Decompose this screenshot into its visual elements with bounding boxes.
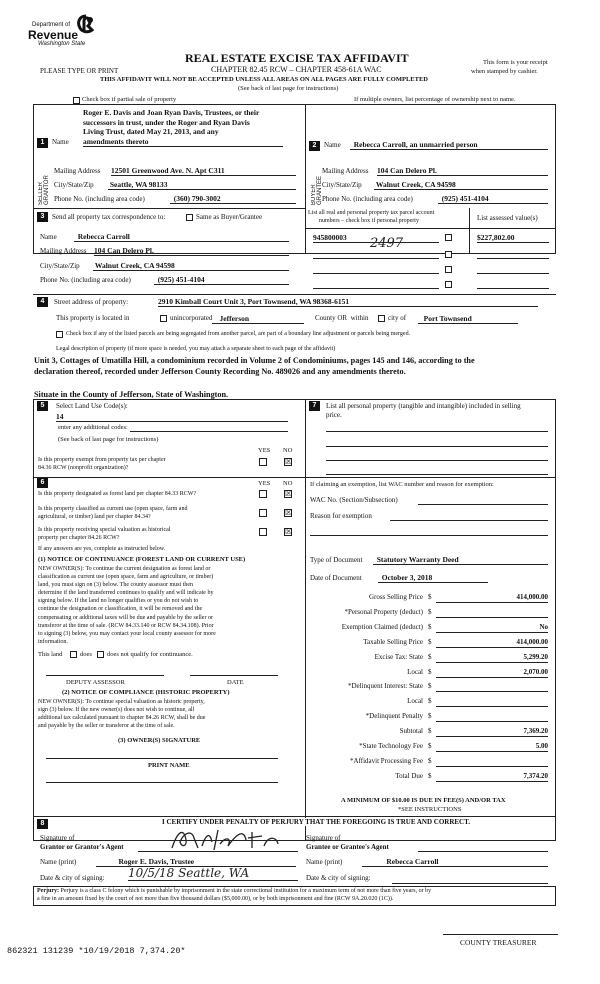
receipt-note: This form is your receipt — [483, 59, 548, 66]
grantor-name-label: Name (print) — [40, 858, 77, 866]
completion-warning: THIS AFFIDAVIT WILL NOT BE ACCEPTED UNLESS ALL AREAS ON ALL PAGES ARE FULLY COMPLETED — [100, 76, 428, 83]
continuance-line: information. — [38, 638, 68, 645]
section-4-badge: 4 — [37, 297, 48, 307]
correspondence-label: Send all property tax correspondence to: — [52, 213, 166, 221]
exemption-label: If claiming an exemption, list WAC number and reason for exemption: — [310, 481, 494, 488]
seller-name-label: Name — [52, 138, 69, 146]
land-does-not-label: does not qualify for continuance. — [107, 651, 193, 658]
perjury-text-2: a fine in an amount fixed by the court of not more than five thousand dollars ($5,000.00), or by both imprisonment and fine (RCW 9A.20.020 (1C)). — [37, 896, 394, 902]
parcel-checkbox-3[interactable] — [445, 266, 452, 273]
tax-row-dollar: $ — [428, 756, 432, 765]
legal-description-label: Legal description of property (if more space is needed, you may attach a separate sheet to each page of the affidavit) — [56, 346, 336, 352]
corr-name-label: Name — [40, 233, 57, 241]
partial-sale-label: Check box if partial sale of property — [82, 96, 177, 103]
same-as-buyer-label: Same as Buyer/Grantee — [196, 213, 263, 221]
parcel-number: 945800003 — [313, 233, 439, 243]
forest-yes-checkbox[interactable] — [259, 490, 267, 498]
boundary-label: Check box if any of the listed parcels are being segregated from another parcel, are part of a boundary line adjustment or parcels being merged. — [66, 331, 411, 337]
see-instructions-note: *SEE INSTRUCTIONS — [398, 806, 462, 813]
continuance-line: signing below. If the land no longer qualifies or you do not wish to — [38, 598, 199, 605]
tax-row-value: 2,070.00 — [436, 668, 548, 678]
parcels-header-2: numbers – check box if personal property — [319, 218, 419, 224]
current-use-yes-checkbox[interactable] — [259, 509, 267, 517]
form-title: REAL ESTATE EXCISE TAX AFFIDAVIT — [185, 51, 409, 65]
historic-text-line: sign (3) below. If the new owner(s) does not wish to continue, all — [38, 707, 195, 713]
grantee-sig-label: Signature of — [306, 834, 341, 842]
minimum-fee-note: A MINIMUM OF $10.00 IS DUE IN FEE(S) AND/OR TAX — [341, 797, 506, 804]
tax-row-dollar: $ — [428, 652, 432, 661]
current-use-line: Is this property classified as current use (open space, farm and — [38, 506, 188, 512]
historic-line: Is this property receiving special valuation as historical — [38, 527, 171, 533]
buyer-address: 104 Can Delero Pl. — [377, 166, 548, 176]
parcel-personal-checkbox[interactable] — [445, 234, 452, 241]
situate-text: Situate in the County of Jefferson, State of Washington. — [34, 390, 229, 399]
tax-row-dollar: $ — [428, 622, 432, 631]
tax-row-value — [436, 697, 548, 707]
tax-row-value — [436, 757, 548, 767]
buyer-name: Rebecca Carroll, an unmarried person — [350, 140, 548, 150]
certify-statement: I CERTIFY UNDER PENALTY OF PERJURY THAT THE FOREGOING IS TRUE AND CORRECT. — [162, 818, 471, 826]
tax-row-label: *Delinquent Interest: State — [347, 682, 423, 691]
continuance-title: (1) NOTICE OF CONTINUANCE (FOREST LAND OR CURRENT USE) — [38, 556, 246, 563]
current-use-no-checkbox[interactable]: ☒ — [285, 508, 293, 517]
seller-city: Seattle, WA 98133 — [108, 180, 296, 190]
tax-row-value: 5,299.20 — [436, 653, 548, 663]
corr-address: 104 Can Delero Pl. — [94, 246, 289, 256]
seller-name-block — [83, 108, 259, 137]
tax-row-value — [436, 682, 548, 692]
grantor-date-label: Date & city of signing: — [40, 874, 105, 882]
city-of-label: city of — [388, 314, 407, 322]
seller-side-label: SELLER GRANTOR — [38, 175, 50, 205]
print-name-label: PRINT NAME — [148, 762, 190, 769]
continuance-text — [38, 565, 216, 646]
nonprofit-question-line: 84.36 RCW (nonprofit organization)? — [38, 465, 129, 471]
seller-address: 12501 Greenwood Ave. N. Apt C311 — [111, 166, 296, 176]
tax-row-label: Subtotal — [399, 727, 423, 736]
tax-row-label: *Personal Property (deduct) — [344, 607, 423, 616]
tax-row-value: 414,000.00 — [436, 638, 548, 648]
assessed-header: List assessed value(s) — [477, 214, 538, 222]
tax-row-dollar: $ — [428, 727, 432, 736]
wac-label: WAC No. (Section/Subsection) — [310, 496, 398, 504]
tax-row-value: 7,374.20 — [436, 772, 548, 782]
tax-row-label: Local — [407, 697, 423, 706]
form-subtitle: CHAPTER 82.45 RCW – CHAPTER 458-61A WAC — [211, 65, 382, 74]
corr-city-label: City/State/Zip — [40, 262, 80, 270]
doc-type-label: Type of Document — [310, 556, 363, 564]
continuance-line: determine if the land transferred continues to qualify and will indicate by — [38, 590, 214, 597]
personal-property-label: List all personal property (tangible and intangible) included in selling — [326, 402, 521, 410]
seller-phone-label: Phone No. (including area code) — [54, 195, 145, 203]
revenue-logo-icon — [76, 14, 96, 38]
partial-sale-checkbox[interactable] — [73, 97, 80, 104]
land-does-label: does — [80, 651, 92, 658]
owner-signature-label: (3) OWNER(S) SIGNATURE — [118, 737, 201, 744]
tax-row-value — [436, 712, 548, 722]
land-use-no-header: NO — [283, 447, 293, 454]
continuance-line: NEW OWNER(S): To continue the current designation as forest land or — [38, 566, 211, 572]
forest-no-checkbox[interactable]: ☒ — [285, 489, 293, 498]
grantor-date-city: 10/5/18 Seattle, WA — [128, 866, 298, 881]
receipt-note-2: when stamped by cashier. — [471, 68, 538, 75]
seller-name-line: Living Trust, dated May 21, 2013, and any — [83, 127, 219, 136]
legal-description — [34, 355, 475, 377]
tax-row-dollar: $ — [428, 771, 432, 780]
section-3-badge: 3 — [37, 212, 48, 222]
land-use-see-back: (See back of last page for instructions) — [58, 436, 159, 443]
property-county: Jefferson — [212, 314, 304, 324]
legal-line: Unit 3, Cottages of Umatilla Hill, a condominium recorded in Volume 2 of Condominiums, pages 145 and 146, according to the — [34, 356, 475, 365]
tax-row-value: 5.00 — [436, 742, 548, 752]
tax-row-dollar: $ — [428, 742, 432, 750]
continuance-line: to signing (3) below, you may contact your local county assessor for more — [38, 630, 216, 637]
dept-state: Washington State — [38, 41, 86, 47]
county-or-label: County OR within — [315, 314, 369, 322]
corr-name: Rebecca Carroll — [74, 232, 289, 242]
seller-address-label: Mailing Address — [54, 167, 101, 175]
county-treasurer-label: COUNTY TREASURER — [460, 938, 537, 947]
continuance-line: classification as current use (open space, farm and agriculture, or timber) — [38, 574, 214, 581]
continuance-line: land, you must sign on (3) below. The county assessor must then — [38, 582, 193, 589]
tax-row-dollar: $ — [428, 667, 432, 676]
property-street: 2910 Kimball Court Unit 3, Port Townsend, WA 98368-6151 — [158, 297, 538, 307]
buyer-address-label: Mailing Address — [322, 167, 369, 175]
historic-text-line: additional tax calculated pursuant to chapter 84.26 RCW, shall be due — [38, 715, 206, 721]
located-label: This property is located in — [56, 314, 130, 322]
buyer-phone-label: Phone No. (including area code) — [322, 195, 413, 203]
grantor-signature-icon — [168, 826, 288, 852]
seller-city-label: City/State/Zip — [54, 181, 94, 189]
assessed-value: $227,802.00 — [477, 233, 549, 243]
additional-codes-label: enter any additional codes: — [58, 424, 128, 431]
continuance-line: continue the designation or classification, it will be removed and the — [38, 606, 203, 613]
nonprofit-question-line: Is this property exempt from property tax per chapter — [38, 457, 166, 463]
section-2-badge: 2 — [309, 141, 320, 151]
buyer-name-label: Name — [324, 141, 341, 149]
see-back-note: (See back of last page for instructions) — [238, 85, 339, 92]
multiple-owners-note: If multiple owners, list percentage of ownership next to name. — [354, 96, 516, 103]
land-use-label: Select Land Use Code(s): — [56, 402, 128, 410]
buyer-phone: (925) 451-4104 — [438, 194, 548, 204]
if-any-yes-note: If any answers are yes, complete as instructed below. — [38, 546, 166, 552]
land-does-checkbox[interactable] — [70, 651, 77, 658]
dept-label-small: Department of — [32, 22, 71, 28]
type-print-note: PLEASE TYPE OR PRINT — [40, 67, 119, 75]
seller-phone: (360) 790-3002 — [170, 194, 296, 204]
unincorporated-checkbox[interactable] — [160, 315, 167, 322]
tax-row-dollar: $ — [428, 637, 432, 646]
s6-no-header: NO — [283, 480, 293, 487]
historic-yes-checkbox[interactable] — [259, 528, 267, 536]
tax-row-dollar: $ — [428, 697, 432, 706]
parcel-handwritten-note: 2497 — [370, 236, 404, 251]
grantor-sig-label: Signature of — [40, 834, 75, 842]
forest-question: Is this property designated as forest land per chapter 84.33 RCW? — [38, 491, 197, 497]
historic-no-checkbox[interactable]: ☒ — [285, 527, 293, 536]
cashier-stamp: 862321 131239 *10/19/2018 7,374.20* — [7, 946, 186, 956]
nonprofit-no-checkbox[interactable]: ☒ — [285, 457, 293, 466]
s6-yes-header: YES — [258, 480, 271, 487]
doc-date: October 3, 2018 — [378, 573, 488, 583]
corr-phone-label: Phone No. (including area code) — [40, 276, 131, 284]
continuance-line: transferor at the time of sale. (RCW 84.33.140 or RCW 84.34.108). Prior — [38, 622, 214, 629]
tax-row-label: *Delinquent Penalty — [365, 712, 423, 721]
doc-date-label: Date of Document — [310, 574, 362, 582]
tax-row-dollar: $ — [428, 712, 432, 721]
tax-row-label: Total Due — [395, 771, 423, 780]
continuance-line: compensating or additional taxes will be due and payable by the seller or — [38, 614, 213, 621]
tax-row-value: 414,000.00 — [436, 593, 548, 603]
corr-phone: (925) 451-4104 — [154, 275, 289, 285]
tax-row-value: 7,369.20 — [436, 727, 548, 737]
tax-row-label: *Affidavit Processing Fee — [350, 756, 423, 765]
same-as-buyer-checkbox[interactable] — [186, 214, 193, 221]
dept-label: Revenue — [28, 28, 79, 42]
current-use-line: agricultural, or timber) land per chapter 84.34? — [38, 514, 151, 520]
reason-label: Reason for exemption — [310, 512, 372, 520]
tax-row-value — [436, 608, 548, 618]
tax-row-value: No — [436, 623, 548, 633]
personal-property-label-2: price. — [326, 411, 342, 419]
buyer-side-label: BUYER GRANTEE — [311, 175, 323, 205]
historic-compliance-title: (2) NOTICE OF COMPLIANCE (HISTORIC PROPERTY) — [62, 689, 230, 696]
nonprofit-yes-checkbox[interactable] — [259, 458, 267, 466]
tax-row-dollar: $ — [428, 593, 432, 601]
tax-row-label: Excise Tax: State — [374, 652, 423, 661]
section-8-badge: 8 — [37, 819, 48, 829]
street-label: Street address of property: — [54, 298, 129, 306]
legal-line: declaration thereof, recorded under Jefferson County Recording No. 489026 and any amendments thereto. — [34, 367, 406, 376]
grantee-agent-label: Grantee or Grantee's Agent — [306, 843, 389, 851]
current-use-question — [38, 505, 187, 521]
parcels-header: List all real and personal property tax parcel account — [308, 210, 435, 216]
land-use-code: 14 — [56, 412, 288, 422]
grantee-print-name: Rebecca Carroll — [362, 857, 548, 867]
buyer-city-label: City/State/Zip — [322, 181, 362, 189]
corr-city: Walnut Creek, CA 94598 — [93, 261, 289, 271]
land-does-not-checkbox[interactable] — [97, 651, 104, 658]
grantor-agent-label: Grantor or Grantor's Agent — [40, 843, 124, 851]
tax-row-label: Exemption Claimed (deduct) — [341, 622, 423, 631]
nonprofit-question — [38, 456, 166, 472]
tax-row-dollar: $ — [428, 682, 432, 691]
historic-text-line: and payable by the seller or transferor at the time of sale. — [38, 723, 175, 729]
perjury-text: Perjury: Perjury is a class C felony which is punishable by imprisonment in the state correctional institution for a maximum term of not more than five years, or by — [37, 888, 432, 894]
section-6-badge: 6 — [37, 478, 48, 488]
deputy-assessor-label: DEPUTY ASSESSOR — [66, 679, 125, 686]
tax-row-dollar: $ — [428, 607, 432, 616]
historic-text — [38, 698, 205, 730]
parcel-checkbox-2[interactable] — [445, 251, 452, 258]
city-checkbox[interactable] — [378, 315, 385, 322]
seller-name-line: Roger E. Davis and Joan Ryan Davis, Trustees, or their — [83, 108, 260, 117]
historic-question — [38, 526, 170, 542]
tax-row-label: *State Technology Fee — [359, 742, 423, 750]
unincorporated-label: unincorporated — [170, 314, 213, 322]
historic-text-line: NEW OWNER(S): To continue special valuation as historic property, — [38, 699, 205, 705]
seller-name-line: successors in trust, under the Roger and Ryan Davis — [83, 117, 250, 127]
this-land-label: This land — [38, 651, 63, 658]
corr-address-label: Mailing Address — [40, 247, 87, 255]
parcel-checkbox-4[interactable] — [445, 281, 452, 288]
property-city: Port Townsend — [418, 314, 518, 324]
historic-line: property per chapter 84.26 RCW? — [38, 535, 120, 541]
seller-name-last: amendments thereto — [83, 137, 283, 147]
section-7-badge: 7 — [309, 401, 320, 411]
doc-type: Statutory Warranty Deed — [373, 555, 548, 565]
tax-row-label: Gross Selling Price — [368, 593, 423, 601]
section-5-badge: 5 — [37, 401, 48, 411]
tax-row-label: Local — [407, 667, 423, 676]
grantee-date-label: Date & city of signing: — [306, 874, 371, 882]
grantee-name-label: Name (print) — [306, 858, 343, 866]
section-1-badge: 1 — [37, 138, 48, 148]
deputy-date-label: DATE — [227, 679, 244, 686]
land-use-yes-header: YES — [258, 447, 271, 454]
perjury-label: Perjury: — [37, 888, 59, 894]
tax-row-label: Taxable Selling Price — [363, 637, 423, 646]
boundary-checkbox[interactable] — [56, 331, 63, 338]
buyer-city: Walnut Creek, CA 94598 — [374, 180, 548, 190]
grantor-print-name: Roger E. Davis, Trustee — [96, 857, 296, 867]
